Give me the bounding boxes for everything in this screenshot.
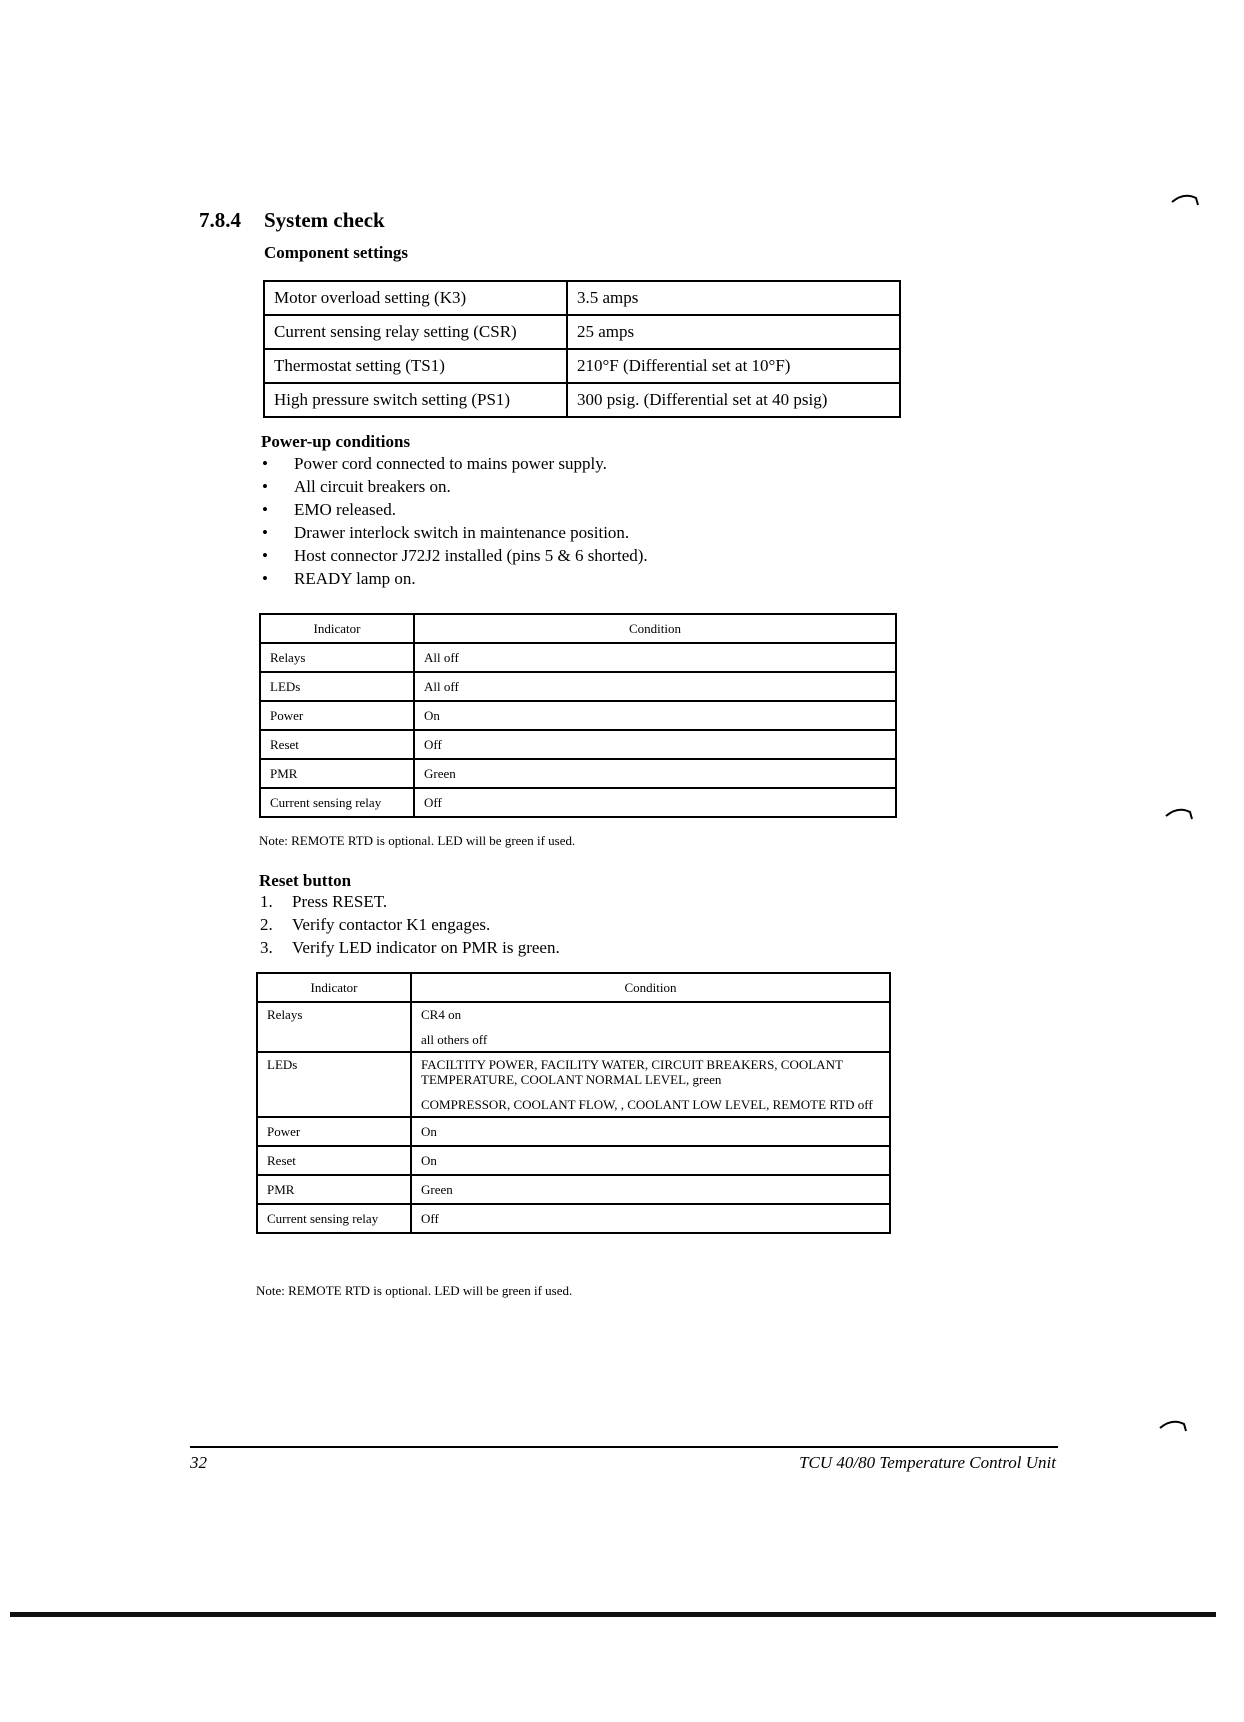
bullet-icon: •	[262, 546, 268, 565]
condition-line: COMPRESSOR, COOLANT FLOW, , COOLANT LOW LEVEL, REMOTE RTD off	[421, 1097, 873, 1112]
table-row	[257, 1146, 890, 1175]
column-header: Condition	[411, 973, 890, 1002]
bullet-icon: •	[262, 500, 268, 519]
page-number: 32	[190, 1453, 207, 1472]
power-up-note: Note: REMOTE RTD is optional. LED will be green if used.	[259, 833, 576, 848]
table-header-row	[260, 614, 896, 643]
bullet-icon: •	[262, 477, 268, 496]
table-header-row	[257, 973, 890, 1002]
table-row	[264, 383, 900, 417]
list-item: 2. Verify contactor K1 engages.	[260, 915, 491, 934]
reset-note: Note: REMOTE RTD is optional. LED will be green if used.	[256, 1283, 573, 1298]
table-row	[264, 315, 900, 349]
setting-value: 25 amps	[567, 315, 900, 349]
indicator-cell: Reset	[260, 730, 414, 759]
bullet-icon: •	[262, 454, 268, 473]
document-title: TCU 40/80 Temperature Control Unit	[799, 1453, 1056, 1472]
list-item: 3. Verify LED indicator on PMR is green.	[260, 938, 560, 957]
column-header: Indicator	[257, 973, 411, 1002]
condition-cell: All off	[414, 672, 896, 701]
setting-label: High pressure switch setting (PS1)	[264, 383, 567, 417]
condition-cell: Off	[414, 730, 896, 759]
table-row	[260, 643, 896, 672]
bullet-icon: •	[262, 523, 268, 542]
reset-button-heading: Reset button	[259, 871, 352, 890]
condition-cell: Green	[411, 1175, 890, 1204]
condition-cell: On	[411, 1117, 890, 1146]
power-up-heading: Power-up conditions	[261, 432, 411, 451]
indicator-cell: Power	[257, 1117, 411, 1146]
indicator-cell: LEDs	[257, 1052, 411, 1117]
condition-cell: Off	[411, 1204, 890, 1233]
table-row	[257, 1204, 890, 1233]
condition-line: all others off	[421, 1032, 488, 1047]
table-row	[260, 730, 896, 759]
condition-cell: On	[414, 701, 896, 730]
list-item: • Drawer interlock switch in maintenance position.	[262, 523, 630, 542]
power-up-indicator-table	[259, 613, 897, 818]
setting-value: 210°F (Differential set at 10°F)	[567, 349, 900, 383]
condition-cell: Green	[414, 759, 896, 788]
binder-punch-mark-icon	[1158, 1418, 1188, 1432]
indicator-cell: Relays	[257, 1002, 411, 1052]
table-row	[260, 788, 896, 817]
list-item: • Power cord connected to mains power supply.	[262, 454, 607, 473]
table-row	[260, 701, 896, 730]
table-row	[260, 672, 896, 701]
list-item: • READY lamp on.	[262, 569, 416, 588]
indicator-cell: Reset	[257, 1146, 411, 1175]
condition-cell	[411, 1002, 890, 1052]
table-row	[264, 349, 900, 383]
condition-line: FACILTITY POWER, FACILITY WATER, CIRCUIT BREAKERS, COOLANT TEMPERATURE, COOLANT NORMAL LEVEL, green	[421, 1057, 843, 1087]
section-number: 7.8.4	[199, 208, 241, 232]
list-item: • Host connector J72J2 installed (pins 5 & 6 shorted).	[262, 546, 648, 565]
list-item: 1. Press RESET.	[260, 892, 388, 911]
bullet-icon: •	[262, 569, 268, 588]
column-header: Condition	[414, 614, 896, 643]
list-item: • All circuit breakers on.	[262, 477, 451, 496]
table-row	[264, 281, 900, 315]
condition-cell: Off	[414, 788, 896, 817]
indicator-cell: LEDs	[260, 672, 414, 701]
condition-cell: All off	[414, 643, 896, 672]
condition-line: CR4 on	[421, 1007, 462, 1022]
binder-punch-mark-icon	[1164, 806, 1194, 820]
component-settings-heading: Component settings	[264, 243, 409, 262]
table-row	[260, 759, 896, 788]
table-row	[257, 1002, 890, 1052]
indicator-cell: Current sensing relay	[260, 788, 414, 817]
reset-steps-list	[260, 892, 560, 961]
condition-cell	[411, 1052, 890, 1117]
component-settings-table	[263, 280, 901, 418]
binder-punch-mark-icon	[1170, 192, 1200, 206]
power-up-list	[262, 454, 648, 592]
setting-label: Current sensing relay setting (CSR)	[264, 315, 567, 349]
indicator-cell: Relays	[260, 643, 414, 672]
table-row	[257, 1052, 890, 1117]
footer-rule	[190, 1446, 1058, 1448]
indicator-cell: PMR	[260, 759, 414, 788]
table-row	[257, 1117, 890, 1146]
list-item: • EMO released.	[262, 500, 396, 519]
setting-value: 300 psig. (Differential set at 40 psig)	[567, 383, 900, 417]
condition-cell: On	[411, 1146, 890, 1175]
indicator-cell: Power	[260, 701, 414, 730]
setting-label: Motor overload setting (K3)	[264, 281, 567, 315]
setting-label: Thermostat setting (TS1)	[264, 349, 567, 383]
table-row	[257, 1175, 890, 1204]
section-title: System check	[264, 208, 385, 232]
reset-indicator-table	[256, 972, 891, 1234]
indicator-cell: Current sensing relay	[257, 1204, 411, 1233]
setting-value: 3.5 amps	[567, 281, 900, 315]
scan-edge-bar	[10, 1612, 1216, 1617]
column-header: Indicator	[260, 614, 414, 643]
indicator-cell: PMR	[257, 1175, 411, 1204]
